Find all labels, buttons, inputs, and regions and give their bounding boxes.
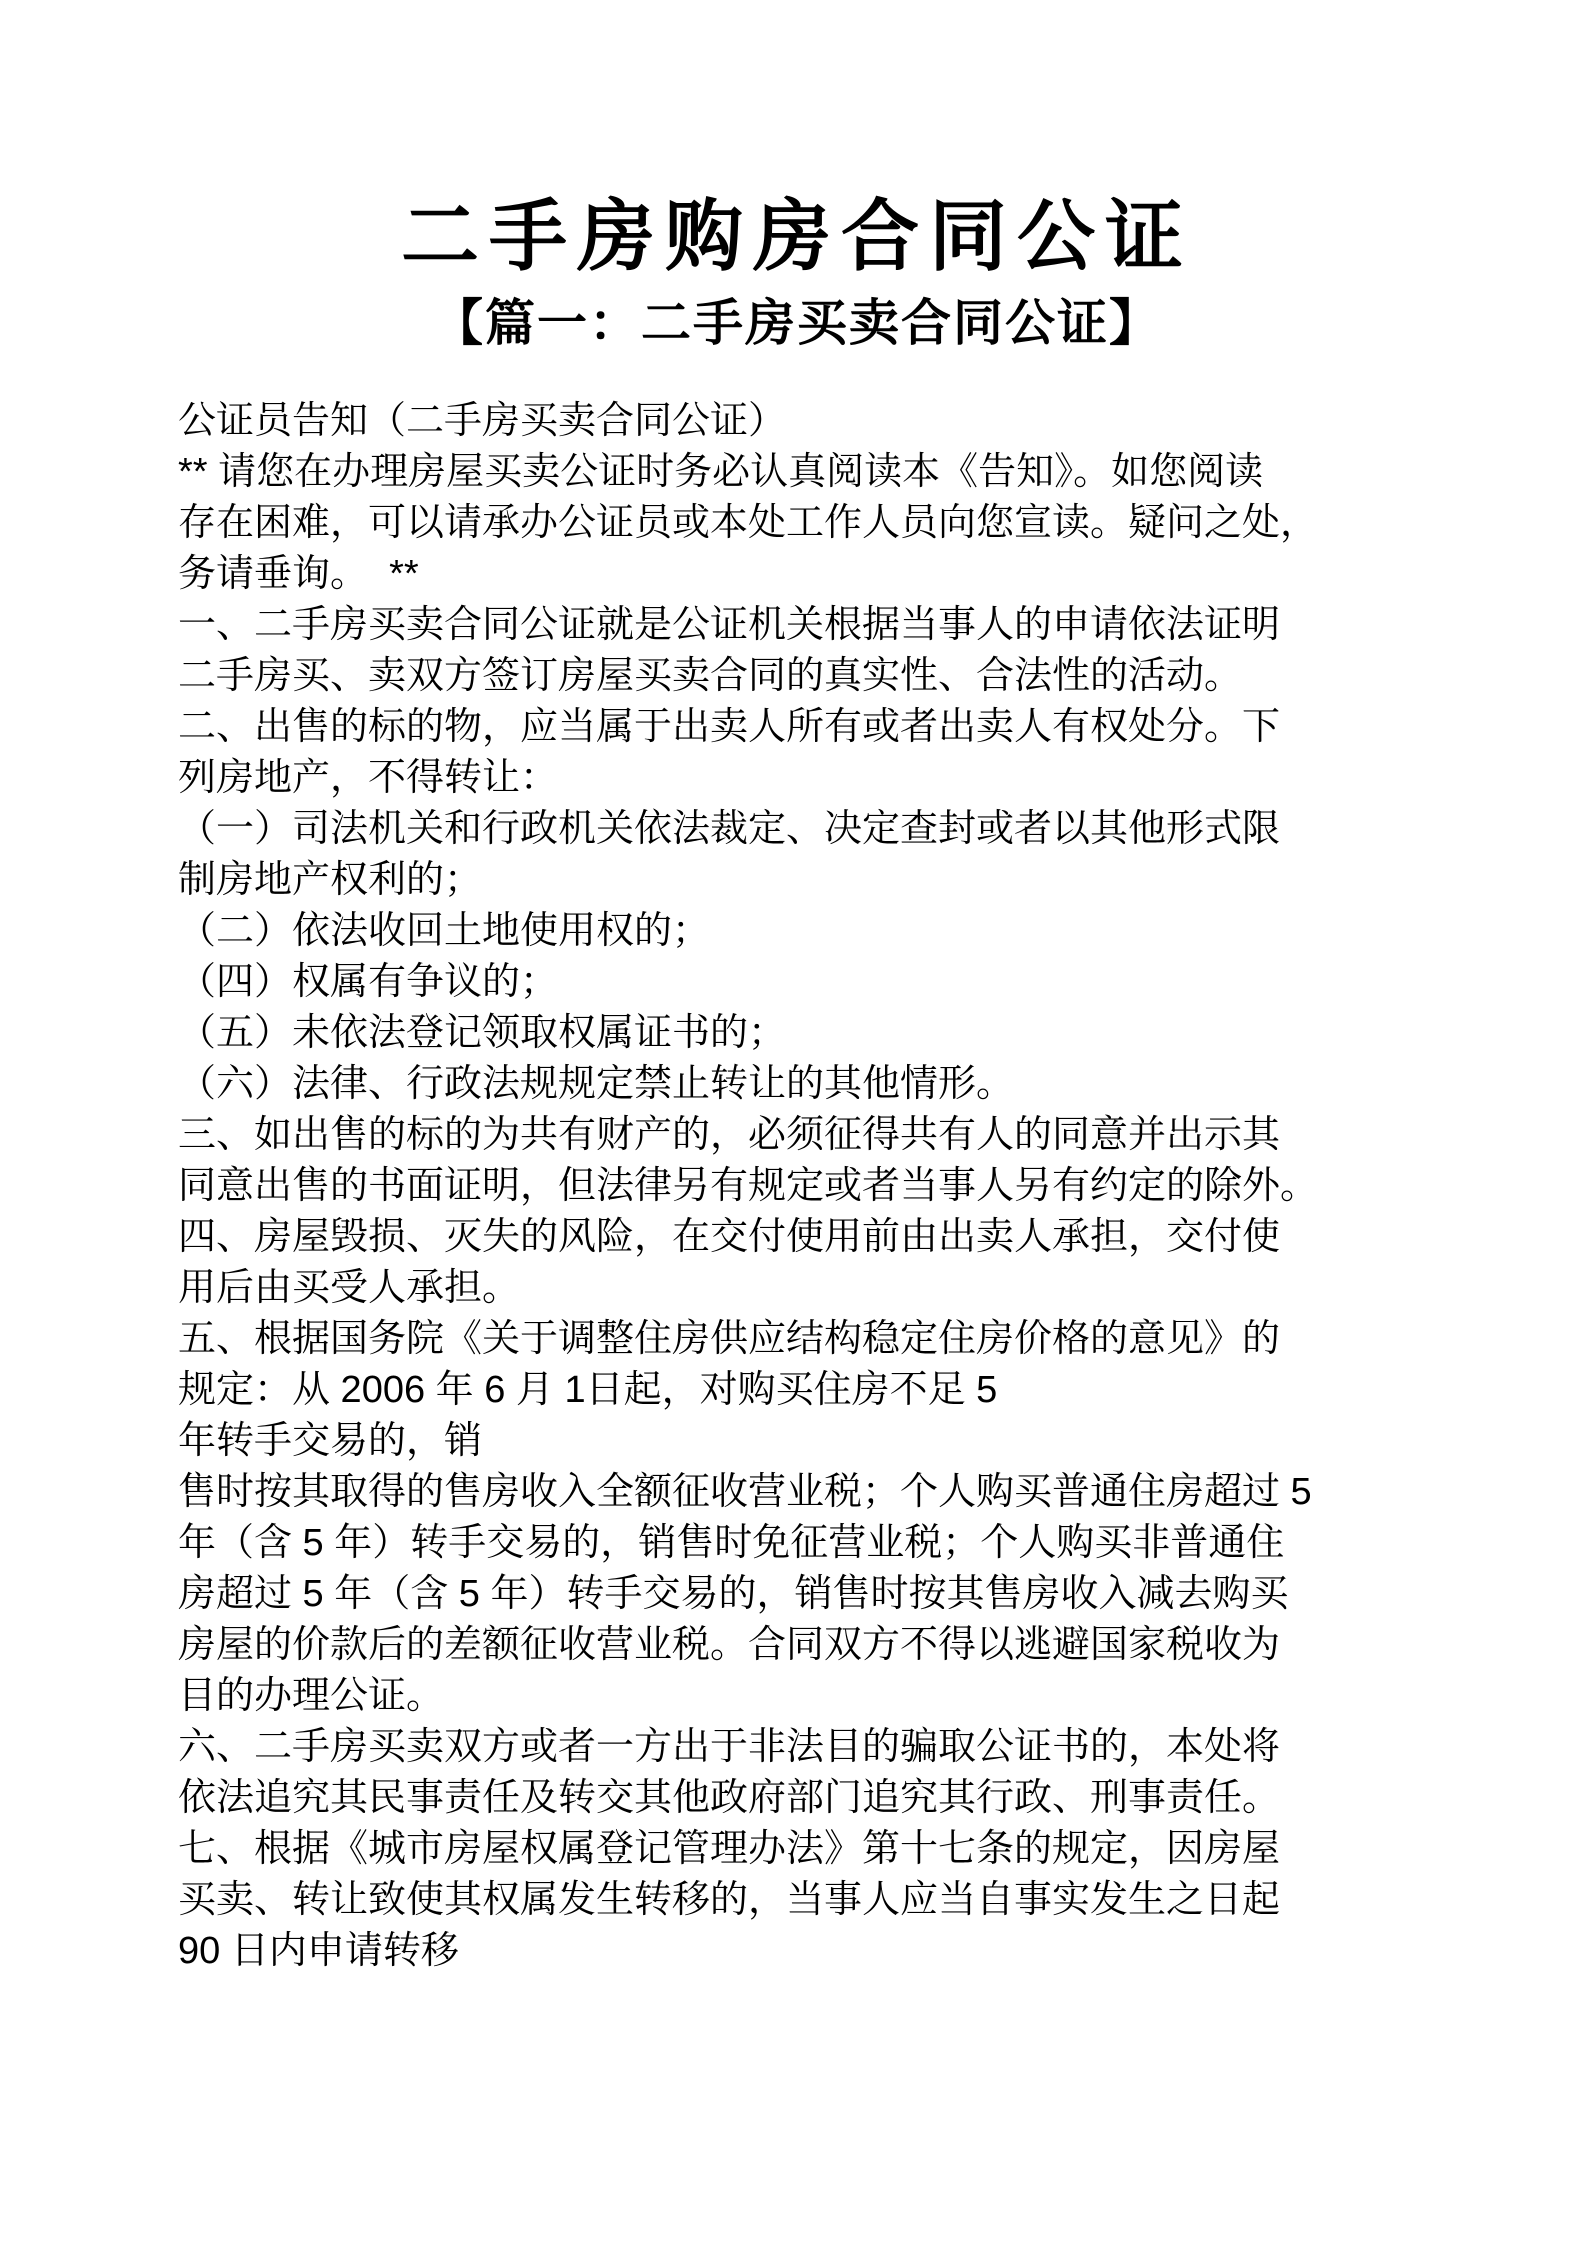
text-line: 务请垂询。 ** xyxy=(178,553,419,595)
text-line: 年（含 5 年）转手交易的，销售时免征营业税；个人购买非普通住 xyxy=(178,1522,1285,1564)
text-line: 依法追究其民事责任及转交其他政府部门追究其行政、刑事责任。 xyxy=(178,1777,1281,1819)
text-line: （二）依法收回土地使用权的； xyxy=(178,910,711,952)
text-line: 房屋的价款后的差额征收营业税。合同双方不得以逃避国家税收为 xyxy=(178,1624,1281,1666)
text-line: 二手房买、卖双方签订房屋买卖合同的真实性、合法性的活动。 xyxy=(178,655,1243,697)
text-line: 制房地产权利的； xyxy=(178,859,483,901)
document-title: 二手房购房合同公证 xyxy=(400,192,1193,280)
text-line: 售时按其取得的售房收入全额征收营业税；个人购买普通住房超过 5 xyxy=(178,1471,1312,1513)
text-line: （四）权属有争议的； xyxy=(178,961,559,1003)
text-line: （一）司法机关和行政机关依法裁定、决定查封或者以其他形式限 xyxy=(178,808,1281,850)
text-line: 90 日内申请转移 xyxy=(178,1930,459,1972)
text-line: 目的办理公证。 xyxy=(178,1675,445,1717)
text-line: 三、如出售的标的为共有财产的，必须征得共有人的同意并出示其 xyxy=(178,1114,1281,1156)
text-line: 规定：从 2006 年 6 月 1日起，对购买住房不足 5 xyxy=(178,1369,998,1411)
text-line: 房超过 5 年（含 5 年）转手交易的，销售时按其售房收入减去购买 xyxy=(178,1573,1289,1615)
text-line: 公证员告知（二手房买卖合同公证） xyxy=(178,400,787,442)
text-line: 二、出售的标的物，应当属于出卖人所有或者出卖人有权处分。下 xyxy=(178,706,1281,748)
text-line: 买卖、转让致使其权属发生转移的，当事人应当自事实发生之日起 xyxy=(178,1879,1281,1921)
text-line: （六）法律、行政法规规定禁止转让的其他情形。 xyxy=(178,1063,1015,1105)
text-line: 四、房屋毁损、灭失的风险，在交付使用前由出卖人承担，交付使 xyxy=(178,1216,1281,1258)
document-body xyxy=(178,396,1378,1977)
text-line: 用后由买受人承担。 xyxy=(178,1267,521,1309)
text-line: 存在困难，可以请承办公证员或本处工作人员向您宣读。疑问之处， xyxy=(178,502,1319,544)
text-line: 六、二手房买卖双方或者一方出于非法目的骗取公证书的，本处将 xyxy=(178,1726,1281,1768)
text-line: ** 请您在办理房屋买卖公证时务必认真阅读本《告知》。如您阅读 xyxy=(178,451,1264,493)
text-line: 七、根据《城市房屋权属登记管理办法》第十七条的规定，因房屋 xyxy=(178,1828,1281,1870)
text-line: 列房地产，不得转让： xyxy=(178,757,559,799)
document-subtitle: 【篇一：二手房买卖合同公证】 xyxy=(433,295,1161,351)
text-line: 五、根据国务院《关于调整住房供应结构稳定住房价格的意见》的 xyxy=(178,1318,1281,1360)
text-line: 年转手交易的，销 xyxy=(178,1420,483,1462)
text-line: 一、二手房买卖合同公证就是公证机关根据当事人的申请依法证明 xyxy=(178,604,1281,646)
text-line: 同意出售的书面证明，但法律另有规定或者当事人另有约定的除外。 xyxy=(178,1165,1319,1207)
text-line: （五）未依法登记领取权属证书的； xyxy=(178,1012,787,1054)
